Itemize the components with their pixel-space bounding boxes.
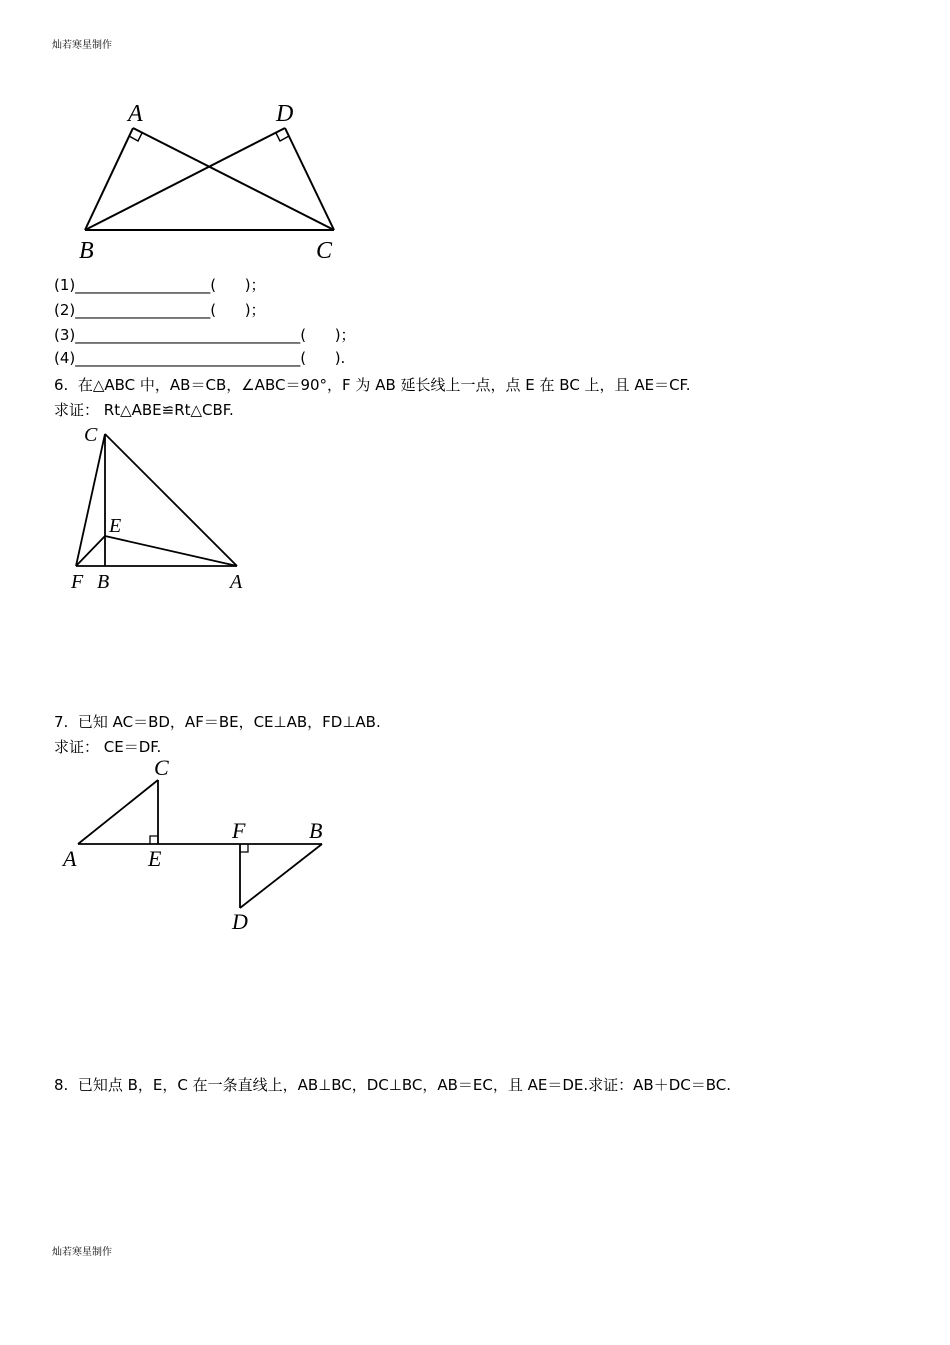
figure-3-diagram	[60, 755, 335, 935]
segment-db	[240, 844, 322, 908]
label-a: A	[63, 846, 77, 871]
question-6-proof: 求证： Rt△ABE≌Rt△CBF.	[54, 401, 234, 419]
segment-ac	[78, 780, 158, 844]
label-a: A	[230, 571, 243, 593]
label-e: E	[109, 515, 122, 537]
question-7-text: 7. 已知 AC＝BD，AF＝BE，CE⊥AB，FD⊥AB.	[54, 713, 381, 731]
segment-ea	[105, 536, 237, 566]
label-d: D	[276, 101, 294, 127]
page-header: 灿若寒星制作	[52, 40, 112, 51]
blank-line-4: (4)______________________________( ).	[54, 349, 346, 367]
label-c: C	[84, 424, 98, 446]
label-b: B	[309, 818, 323, 843]
question-8-text: 8. 已知点 B，E，C 在一条直线上，AB⊥BC，DC⊥BC，AB＝EC，且 AE＝DE.求证：AB＋DC＝BC.	[54, 1076, 731, 1094]
label-a: A	[128, 101, 143, 127]
label-b: B	[97, 571, 110, 593]
segment-cf	[76, 434, 105, 566]
label-c: C	[154, 755, 169, 780]
label-d: D	[232, 909, 248, 934]
label-c: C	[316, 238, 333, 264]
segment-ac	[133, 128, 334, 230]
figure-2-diagram	[65, 420, 255, 595]
right-angle-mark-f	[240, 844, 248, 852]
figure-1-diagram	[70, 95, 350, 270]
segment-ca	[105, 434, 237, 566]
question-7-proof: 求证： CE＝DF.	[54, 738, 162, 756]
blank-line-2: (2)__________________( )；	[54, 301, 266, 319]
segment-ef	[76, 536, 105, 566]
right-angle-mark-e	[150, 836, 158, 844]
label-f: F	[71, 571, 84, 593]
question-6-text: 6. 在△ABC 中，AB＝CB，∠ABC＝90°，F 为 AB 延长线上一点，点 E 在 BC 上，且 AE＝CF.	[54, 376, 691, 394]
page-footer: 灿若寒星制作	[52, 1247, 112, 1258]
blank-line-1: (1)__________________( )；	[54, 276, 266, 294]
segment-ab	[85, 128, 133, 230]
segment-dc	[285, 128, 334, 230]
blank-line-3: (3)______________________________( )；	[54, 326, 356, 344]
label-f: F	[232, 818, 246, 843]
label-b: B	[79, 238, 94, 264]
segment-bd	[85, 128, 285, 230]
label-e: E	[148, 846, 162, 871]
